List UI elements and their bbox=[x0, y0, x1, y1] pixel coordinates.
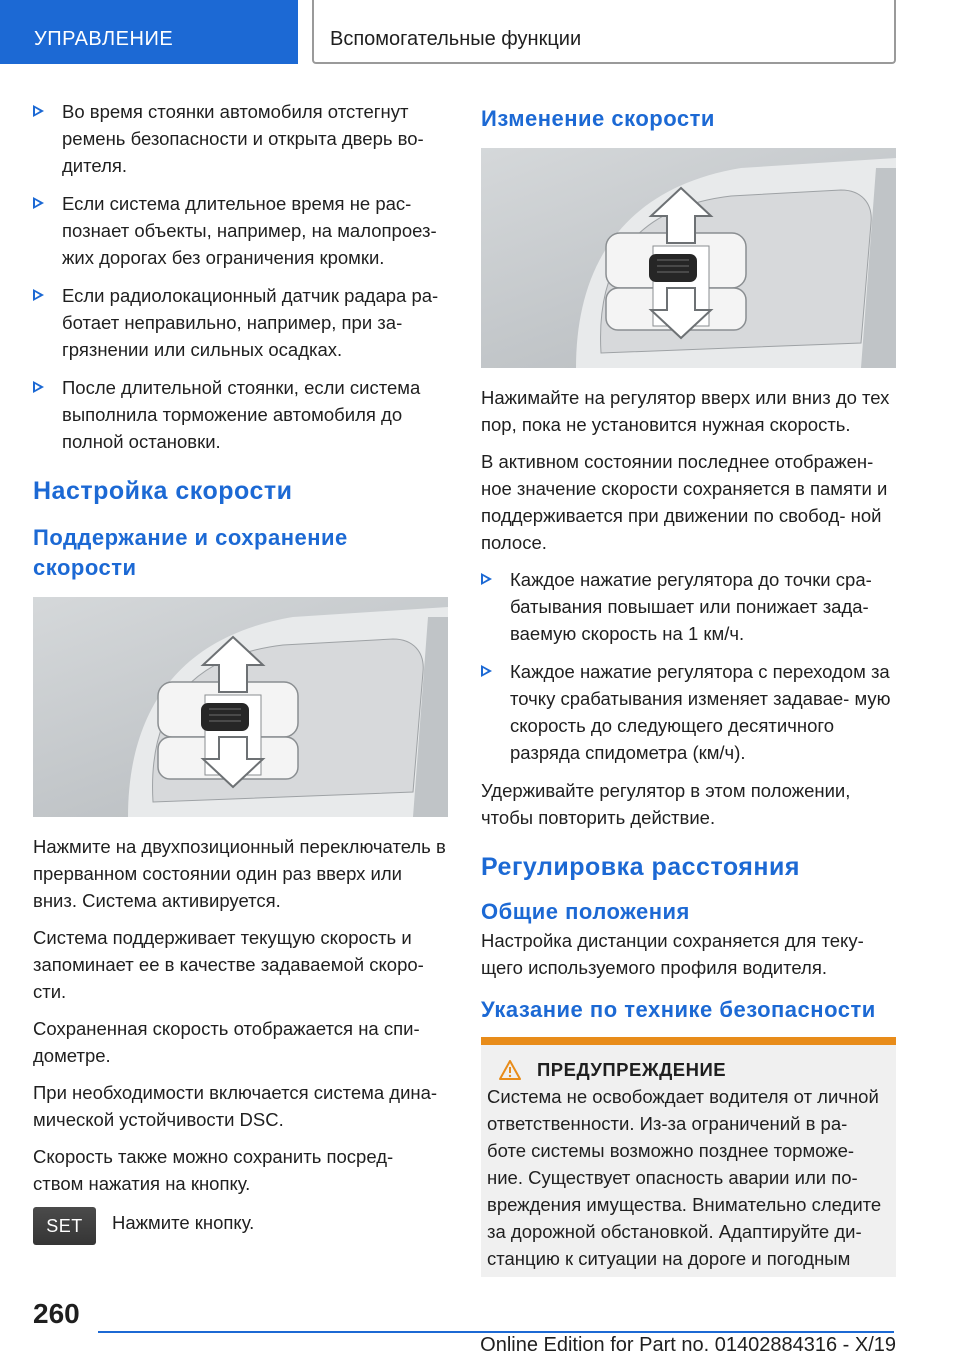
bullet-triangle-icon bbox=[33, 197, 44, 209]
warning-title-row bbox=[499, 1059, 890, 1081]
footer-divider bbox=[98, 1331, 894, 1333]
paragraph: Нажимайте на регулятор вверх или вниз до тех пор, пока не установится нужная скорость. bbox=[481, 387, 890, 435]
warning-text: Система не освобождает водителя от личной ответственности. Из-за ограничений в ра- боте системы возможно позднее торможе- ние. Существует опасность аварии или по- вреждения имущества. Внимательно следите за дорожной обстановкой. Адаптируйте ди- станцию к ситуации на дороге и погодным bbox=[487, 1086, 882, 1269]
condition-list bbox=[33, 98, 448, 455]
bullet-triangle-icon bbox=[481, 573, 492, 585]
set-button-text: Нажмите кнопку. bbox=[112, 1212, 255, 1233]
paragraph: Сохраненная скорость отображается на спи- дометре. bbox=[33, 1018, 420, 1066]
heading-speed-change: Изменение скорости bbox=[481, 106, 715, 131]
header-section-tab bbox=[0, 0, 298, 64]
warning-triangle-icon bbox=[499, 1060, 521, 1080]
list-item: Каждое нажатие регулятора до точки сра- батывания повышает или понижает зада- ваемую скорость на 1 км/ч. bbox=[481, 566, 896, 647]
right-column bbox=[481, 104, 896, 1277]
bullet-triangle-icon bbox=[33, 381, 44, 393]
warning-box bbox=[481, 1045, 896, 1277]
left-column bbox=[33, 98, 448, 1246]
set-button-instruction bbox=[33, 1207, 448, 1246]
list-item: Во время стоянки автомобиля отстегнут ремень безопасности и открыта дверь во- дителя. bbox=[33, 98, 448, 179]
steering-wheel-switch-photo bbox=[33, 597, 448, 817]
warning-bar bbox=[481, 1037, 896, 1045]
subheading-general: Общие положения bbox=[481, 899, 690, 924]
paragraph: Нажмите на двухпозиционный переключатель в прерванном состоянии один раз вверх или вниз. Система активируется. bbox=[33, 836, 446, 911]
subheading-speed-keep: Поддержание и сохранение скорости bbox=[33, 525, 348, 580]
bullet-triangle-icon bbox=[33, 105, 44, 117]
list-item: После длительной стоянки, если система выполнила торможение автомобиля до полной остановки. bbox=[33, 374, 448, 455]
bullet-triangle-icon bbox=[481, 665, 492, 677]
bullet-triangle-icon bbox=[33, 289, 44, 301]
heading-distance-control: Регулировка расстояния bbox=[481, 853, 800, 881]
header-chapter-tab bbox=[312, 0, 896, 64]
paragraph: При необходимости включается система дина- мической устойчивости DSC. bbox=[33, 1082, 438, 1130]
warning-title: ПРЕДУПРЕЖДЕНИЕ bbox=[537, 1059, 727, 1080]
paragraph: Настройка дистанции сохраняется для теку- щего используемого профиля водителя. bbox=[481, 930, 864, 978]
heading-speed-setting: Настройка скорости bbox=[33, 477, 293, 505]
footer-edition: Online Edition for Part no. 01402884316 - X/19 bbox=[480, 1334, 896, 1356]
list-item: Каждое нажатие регулятора с переходом за точку срабатывания изменяет задавае- мую скорость до следующего десятичного разряда спидометра (км/ч). bbox=[481, 658, 896, 766]
list-item: Если система длительное время не рас- познает объекты, например, на малопроез- жих дорогах без ограничения кромки. bbox=[33, 190, 448, 271]
list-item: Если радиолокационный датчик радара ра- ботает неправильно, например, при за- грязнении или сильных осадках. bbox=[33, 282, 448, 363]
paragraph: Удерживайте регулятор в этом положении, чтобы повторить действие. bbox=[481, 780, 851, 828]
paragraph: Система поддерживает текущую скорость и запоминает ее в качестве задаваемой скоро- сти. bbox=[33, 927, 424, 1002]
paragraph: Скорость также можно сохранить посред- ством нажатия на кнопку. bbox=[33, 1146, 394, 1194]
heading-safety-note: Указание по технике безопасности bbox=[481, 997, 876, 1022]
set-button-icon: SET bbox=[33, 1207, 96, 1245]
paragraph: В активном состоянии последнее отображен- ное значение скорости сохраняется в памяти и поддерживается при движении по свобод- ной полосе. bbox=[481, 451, 888, 553]
regulator-list bbox=[481, 566, 896, 766]
steering-wheel-switch-photo-2 bbox=[481, 148, 896, 368]
chapter-title: Вспомогательные функции bbox=[330, 28, 582, 50]
section-title: УПРАВЛЕНИЕ bbox=[34, 28, 174, 50]
page-number: 260 bbox=[33, 1298, 80, 1329]
